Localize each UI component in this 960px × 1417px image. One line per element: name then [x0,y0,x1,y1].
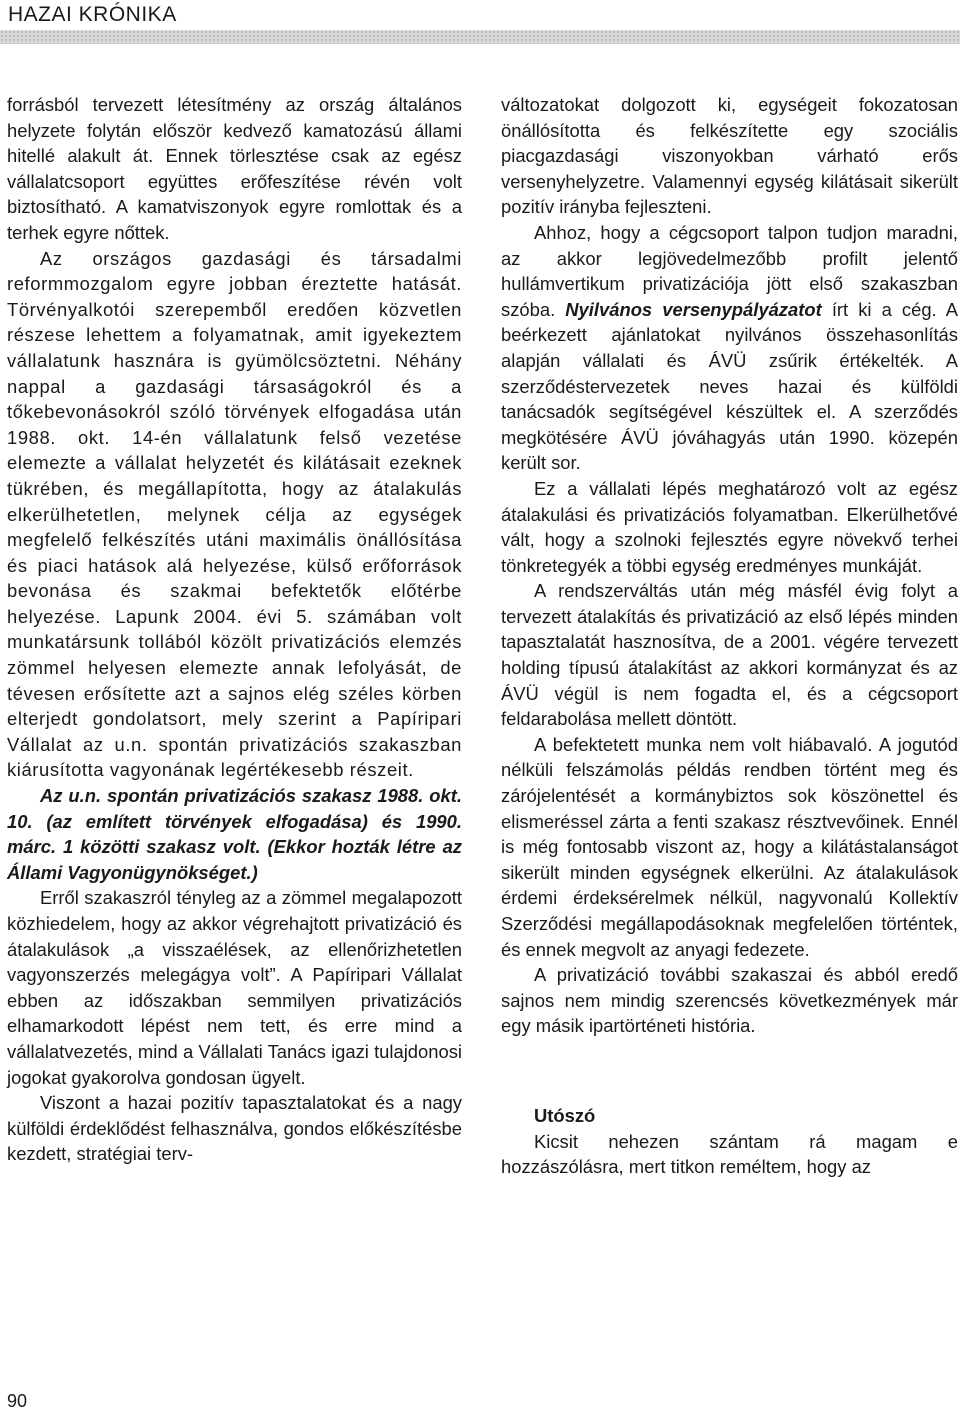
section-title: HAZAI KRÓNIKA [8,3,177,26]
section-gap [501,1039,958,1103]
left-column [7,92,462,1167]
right-paragraph-5: A befektetett munka nem volt hiábavaló. A jogutód nélküli felszámolás példás rendben történt meg és zárójelentését a kormánybiztos sok köszönettel és elismeréssel zárta a fenti szakasz résztvevőinek. Ennél is még fontosabb viszont az, hogy a kilátástalanságot sikerült minden egységnek elkerülni. Az átalakulások érdemi érdeksérelmek nélkül, nagyvonalú Kollektív Szerződési megállapodásoknak megfelelően történtek, és ennek megvolt az anyagi fedezete. [501,733,958,960]
right-paragraph-2 [501,220,958,476]
right-paragraph-2-start: Ahhoz, hogy a cégcsoport talpon tudjon maradni, az akkor legjövedelmezőbb profilt jelentő hullámvertikum privatizációja jött első szakaszban szóba. [501,221,958,320]
subheading-utoszo: Utószó [534,1104,596,1126]
left-emphasis-paragraph: Az u.n. spontán privatizációs szakasz 1988. okt. 10. (az említett törvények elfogadása) és 1990. márc. 1 közötti szakasz volt. (Ekkor hozták létre az Állami Vagyonügynökséget.) [7,785,462,883]
left-paragraph-4: Erről szakaszról tényleg az a zömmel megalapozott közhiedelem, hogy az akkor végrehajtott privatizáció és átalakulások „a visszaélések, az ellenőrizhetetlen vagyonszerzés melegágya volt”. A Papíripari Vállalat ebben az időszakban semmilyen privatizációs elhamarkodott lépést nem tett, és erre mind a vállalatvezetés, mind a Vállalati Tanács igazi tulajdonosi jogokat gyakorolva gondosan ügyelt. [7,887,462,1088]
left-paragraph-1: forrásból tervezett létesítmény az ország általános helyzete folytán először kedvező kamatozású állami hitellé alakult át. Ennek törlesztése csak az egész vállalatcsoport együttes erőfeszítése révén volt biztosítható. A kamatviszonyok egyre romlottak és a terhek egyre nőttek. [7,94,462,243]
header-decorative-band [0,30,960,44]
right-column [501,92,958,1180]
right-paragraph-2-end: írt ki a cég. A beérkezett ajánlatokat nyilvános összehasonlítás alapján vállalati és ÁVÜ zsűrik értékelték. A szerződéstervezetek neves hazai és külföldi tanácsadók segítségével készültek el. A szerződés megkötésére ÁVÜ jóváhagyás után 1990. közepén került sor. [501,298,958,474]
left-paragraph-5: Viszont a hazai pozitív tapasztalatokat és a nagy külföldi érdeklődést felhasználva, gondos előkészítésbe kezdett, stratégiai terv- [7,1092,462,1165]
right-paragraph-6: A privatizáció további szakaszai és abból eredő sajnos nem mindig szerencsés következmények már egy másik ipartörténeti história. [501,964,958,1037]
right-paragraph-4: A rendszerváltás után még másfél évig folyt a tervezett átalakítás és privatizáció az első lépés minden tapasztalatát hasznosítva, de a 2001. végére tervezett holding típusú átalakítást az akkori kormányzat és az ÁVÜ végül is nem fogadta el, és a cégcsoport feldarabolása mellett döntött. [501,580,958,730]
page-number: 90 [7,1391,28,1411]
right-paragraph-1: változatokat dolgozott ki, egységeit fokozatosan önállósította és felkészítette egy szociális piacgazdasági viszonyokban várható erős versenyhelyzetre. Valamennyi egység kilátásait sikerült pozitív irányba fejleszteni. [501,94,958,218]
right-paragraph-7: Kicsit nehezen szántam rá magam e hozzászólásra, mert titkon reméltem, hogy az [501,1130,958,1178]
left-paragraph-2: Az országos gazdasági és társadalmi reformmozgalom egyre jobban éreztette hatását. Törvényalkotói szerepemből eredően közvetlen részese lehettem a folyamatnak, amit igyekeztem vállalatunk hasznára is gyümölcsöztetni. Néhány nappal a gazdasági társaságokról és a tőkebevonásokról szóló törvények elfogadása után 1988. okt. 14-én vállalatunk felső vezetése elemezte a vállalat helyzetét és kilátásait ezeknek tükrében, és megállapította, hogy az átalakulás elkerülhetetlen, melynek célja az egységek megfelelő felkészítés utáni maximális önállósítása és piaci hatások alá helyezése, külső erőforrások bevonása és szakmai befektetők előtérbe helyezése. Lapunk 2004. évi 5. számában volt munkatársunk tollából közölt privatizációs elemzés zömmel helyesen elemezte annak lefolyását, de tévesen erősítette azt a sajnos elég széles körben elterjedt gondolatsort, mely szerint a Papíripari Vállalat az u.n. spontán privatizációs szakaszban kiárusította vagyonának legértékesebb részeit. [7,247,462,781]
right-paragraph-3: Ez a vállalati lépés meghatározó volt az egész átalakulási és privatizációs folyamatban. Elkerülhetővé vált, hogy a szolnoki fejlesztés egyre növekvő terhei tönkretegyék a többi egység eredményes munkáját. [501,477,958,576]
public-tender-emphasis: Nyilvános versenypályázatot [565,298,822,320]
running-header [0,0,960,30]
